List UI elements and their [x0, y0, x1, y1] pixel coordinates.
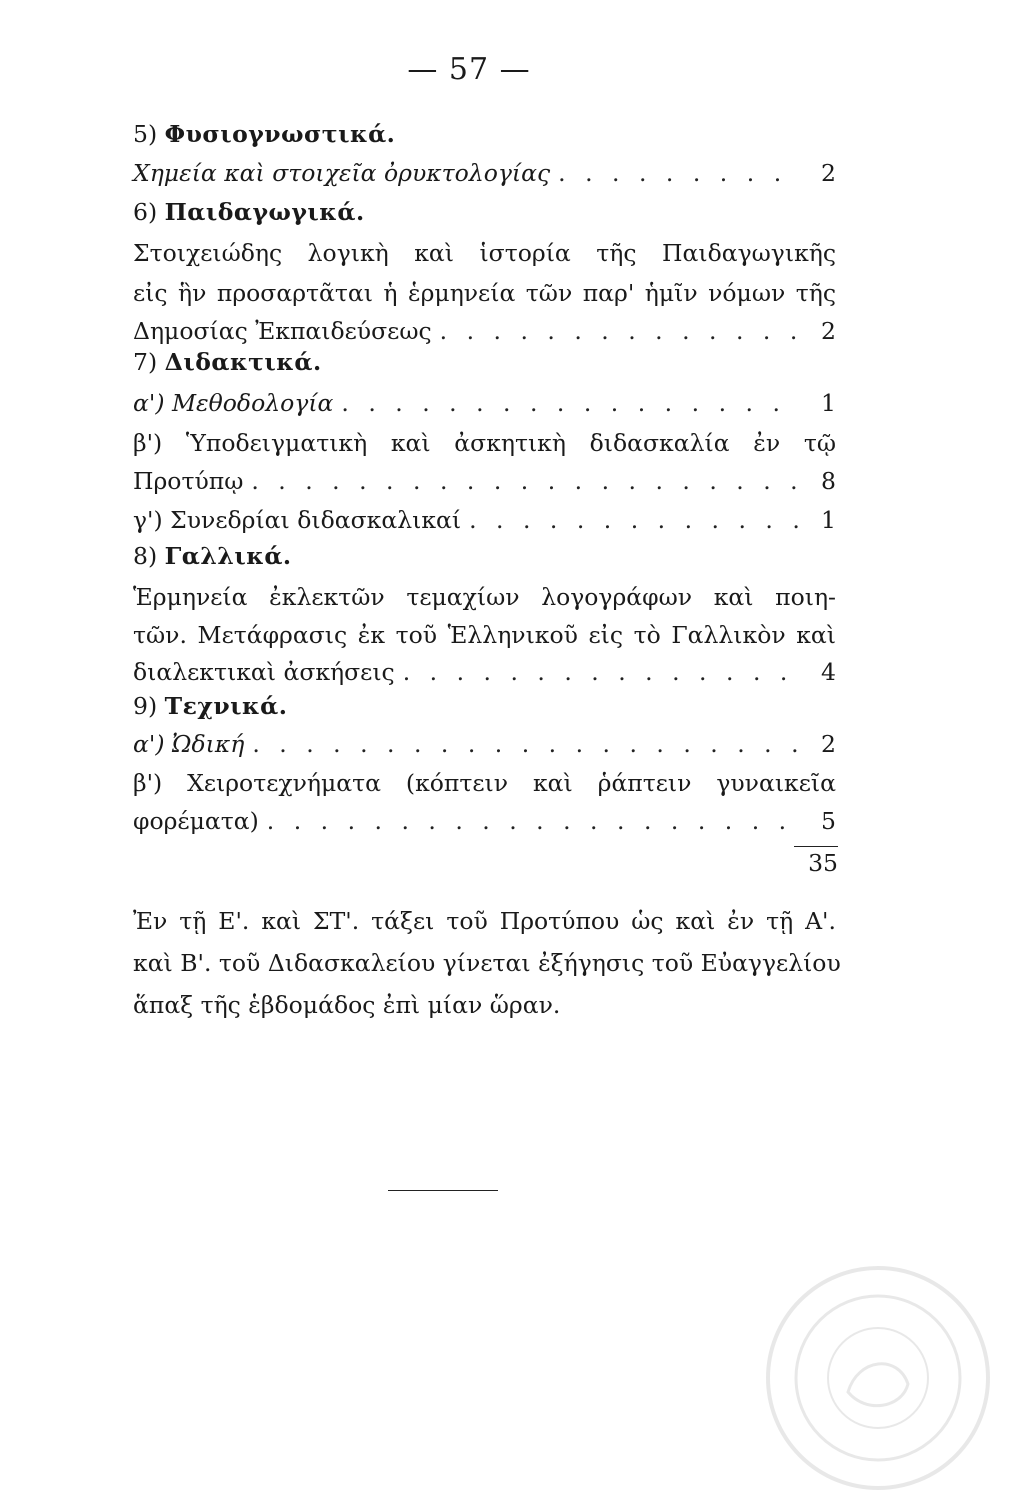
entry-row	[133, 158, 836, 188]
hours-value: 2	[821, 317, 836, 345]
closing-paragraph	[133, 900, 841, 1026]
entry-row	[133, 316, 836, 346]
entry-text: γ') Συνεδρίαι διδασκαλικαί	[133, 506, 462, 534]
entry-text: α') Μεθοδολογία	[133, 389, 334, 417]
entry-text: α') Ὠδική	[133, 730, 245, 758]
entry-text: Προτύπῳ	[133, 467, 244, 495]
hours-value: 1	[821, 389, 836, 417]
entry-text: Δημοσίας Ἐκπαιδεύσεως	[133, 317, 432, 345]
library-stamp-icon	[762, 1262, 994, 1494]
entry-text: φορέματα)	[133, 807, 259, 835]
body-line: β') Χειροτεχνήματα (κόπτειν καὶ ῥάπτειν γυναικεῖα	[133, 769, 836, 797]
section-title: Παιδαγωγικά.	[164, 198, 365, 226]
entry-row	[133, 466, 836, 496]
entry-row	[133, 729, 836, 759]
total-hours: 35	[808, 849, 838, 877]
section-number: 7)	[133, 348, 158, 376]
paragraph-line: καὶ Β'. τοῦ Διδασκαλείου γίνεται ἐξήγησις τοῦ Εὐαγγελίου	[133, 949, 841, 977]
section-title: Διδακτικά.	[164, 348, 322, 376]
entry-row	[133, 806, 836, 836]
entry-row	[133, 505, 836, 535]
leader-dots	[341, 388, 798, 418]
section-title: Φυσιογνωστικά.	[164, 120, 396, 148]
body-line: εἰς ἣν προσαρτᾶται ἡ ἑρμηνεία τῶν παρ' ἡμῖν νόμων τῆς	[133, 279, 836, 307]
paragraph-line: Ἐν τῇ Ε'. καὶ ΣΤ'. τάξει τοῦ Προτύπου ὡς καὶ ἐν τῇ Α'.	[133, 907, 836, 935]
hours-value: 8	[821, 467, 836, 495]
section-number: 6)	[133, 198, 158, 226]
body-line: Στοιχειώδης λογικὴ καὶ ἱστορία τῆς Παιδαγωγικῆς	[133, 239, 836, 267]
leader-dots	[558, 158, 798, 188]
leader-dots	[403, 657, 798, 687]
entry-row	[133, 657, 836, 687]
section-number: 5)	[133, 120, 158, 148]
section-heading-6	[133, 197, 836, 227]
hours-value: 2	[821, 159, 836, 187]
entry-row	[133, 388, 836, 418]
section-heading-8	[133, 541, 836, 571]
body-line: τῶν. Μετάφρασις ἐκ τοῦ Ἑλληνικοῦ εἰς τὸ Γαλλικὸν καὶ	[133, 621, 836, 649]
leader-dots	[251, 466, 798, 496]
entry-text: Χημεία καὶ στοιχεῖα ὀρυκτολογίας	[133, 159, 551, 187]
section-number: 9)	[133, 692, 158, 720]
hours-value: 2	[821, 730, 836, 758]
section-heading-7	[133, 347, 836, 377]
leader-dots	[469, 505, 798, 535]
body-line: β') Ὑποδειγματικὴ καὶ ἀσκητικὴ διδασκαλία ἐν τῷ	[133, 429, 836, 457]
leader-dots	[252, 729, 798, 759]
sum-rule	[794, 846, 838, 847]
hours-value: 5	[821, 807, 836, 835]
leader-dots	[440, 316, 798, 346]
section-heading-5	[133, 119, 836, 149]
paragraph-line: ἅπαξ τῆς ἑβδομάδος ἐπὶ μίαν ὥραν.	[133, 991, 561, 1019]
section-title: Τεχνικά.	[164, 692, 288, 720]
hours-value: 1	[821, 506, 836, 534]
entry-text: διαλεκτικαὶ ἀσκήσεις	[133, 658, 395, 686]
hours-value: 4	[821, 658, 836, 686]
leader-dots	[267, 806, 798, 836]
end-rule	[388, 1190, 498, 1191]
section-title: Γαλλικά.	[164, 542, 292, 570]
section-number: 8)	[133, 542, 158, 570]
page-number: — 57 —	[407, 52, 531, 87]
section-heading-9	[133, 691, 836, 721]
body-line: Ἑρμηνεία ἐκλεκτῶν τεμαχίων λογογράφων καὶ ποιη-	[133, 583, 836, 611]
